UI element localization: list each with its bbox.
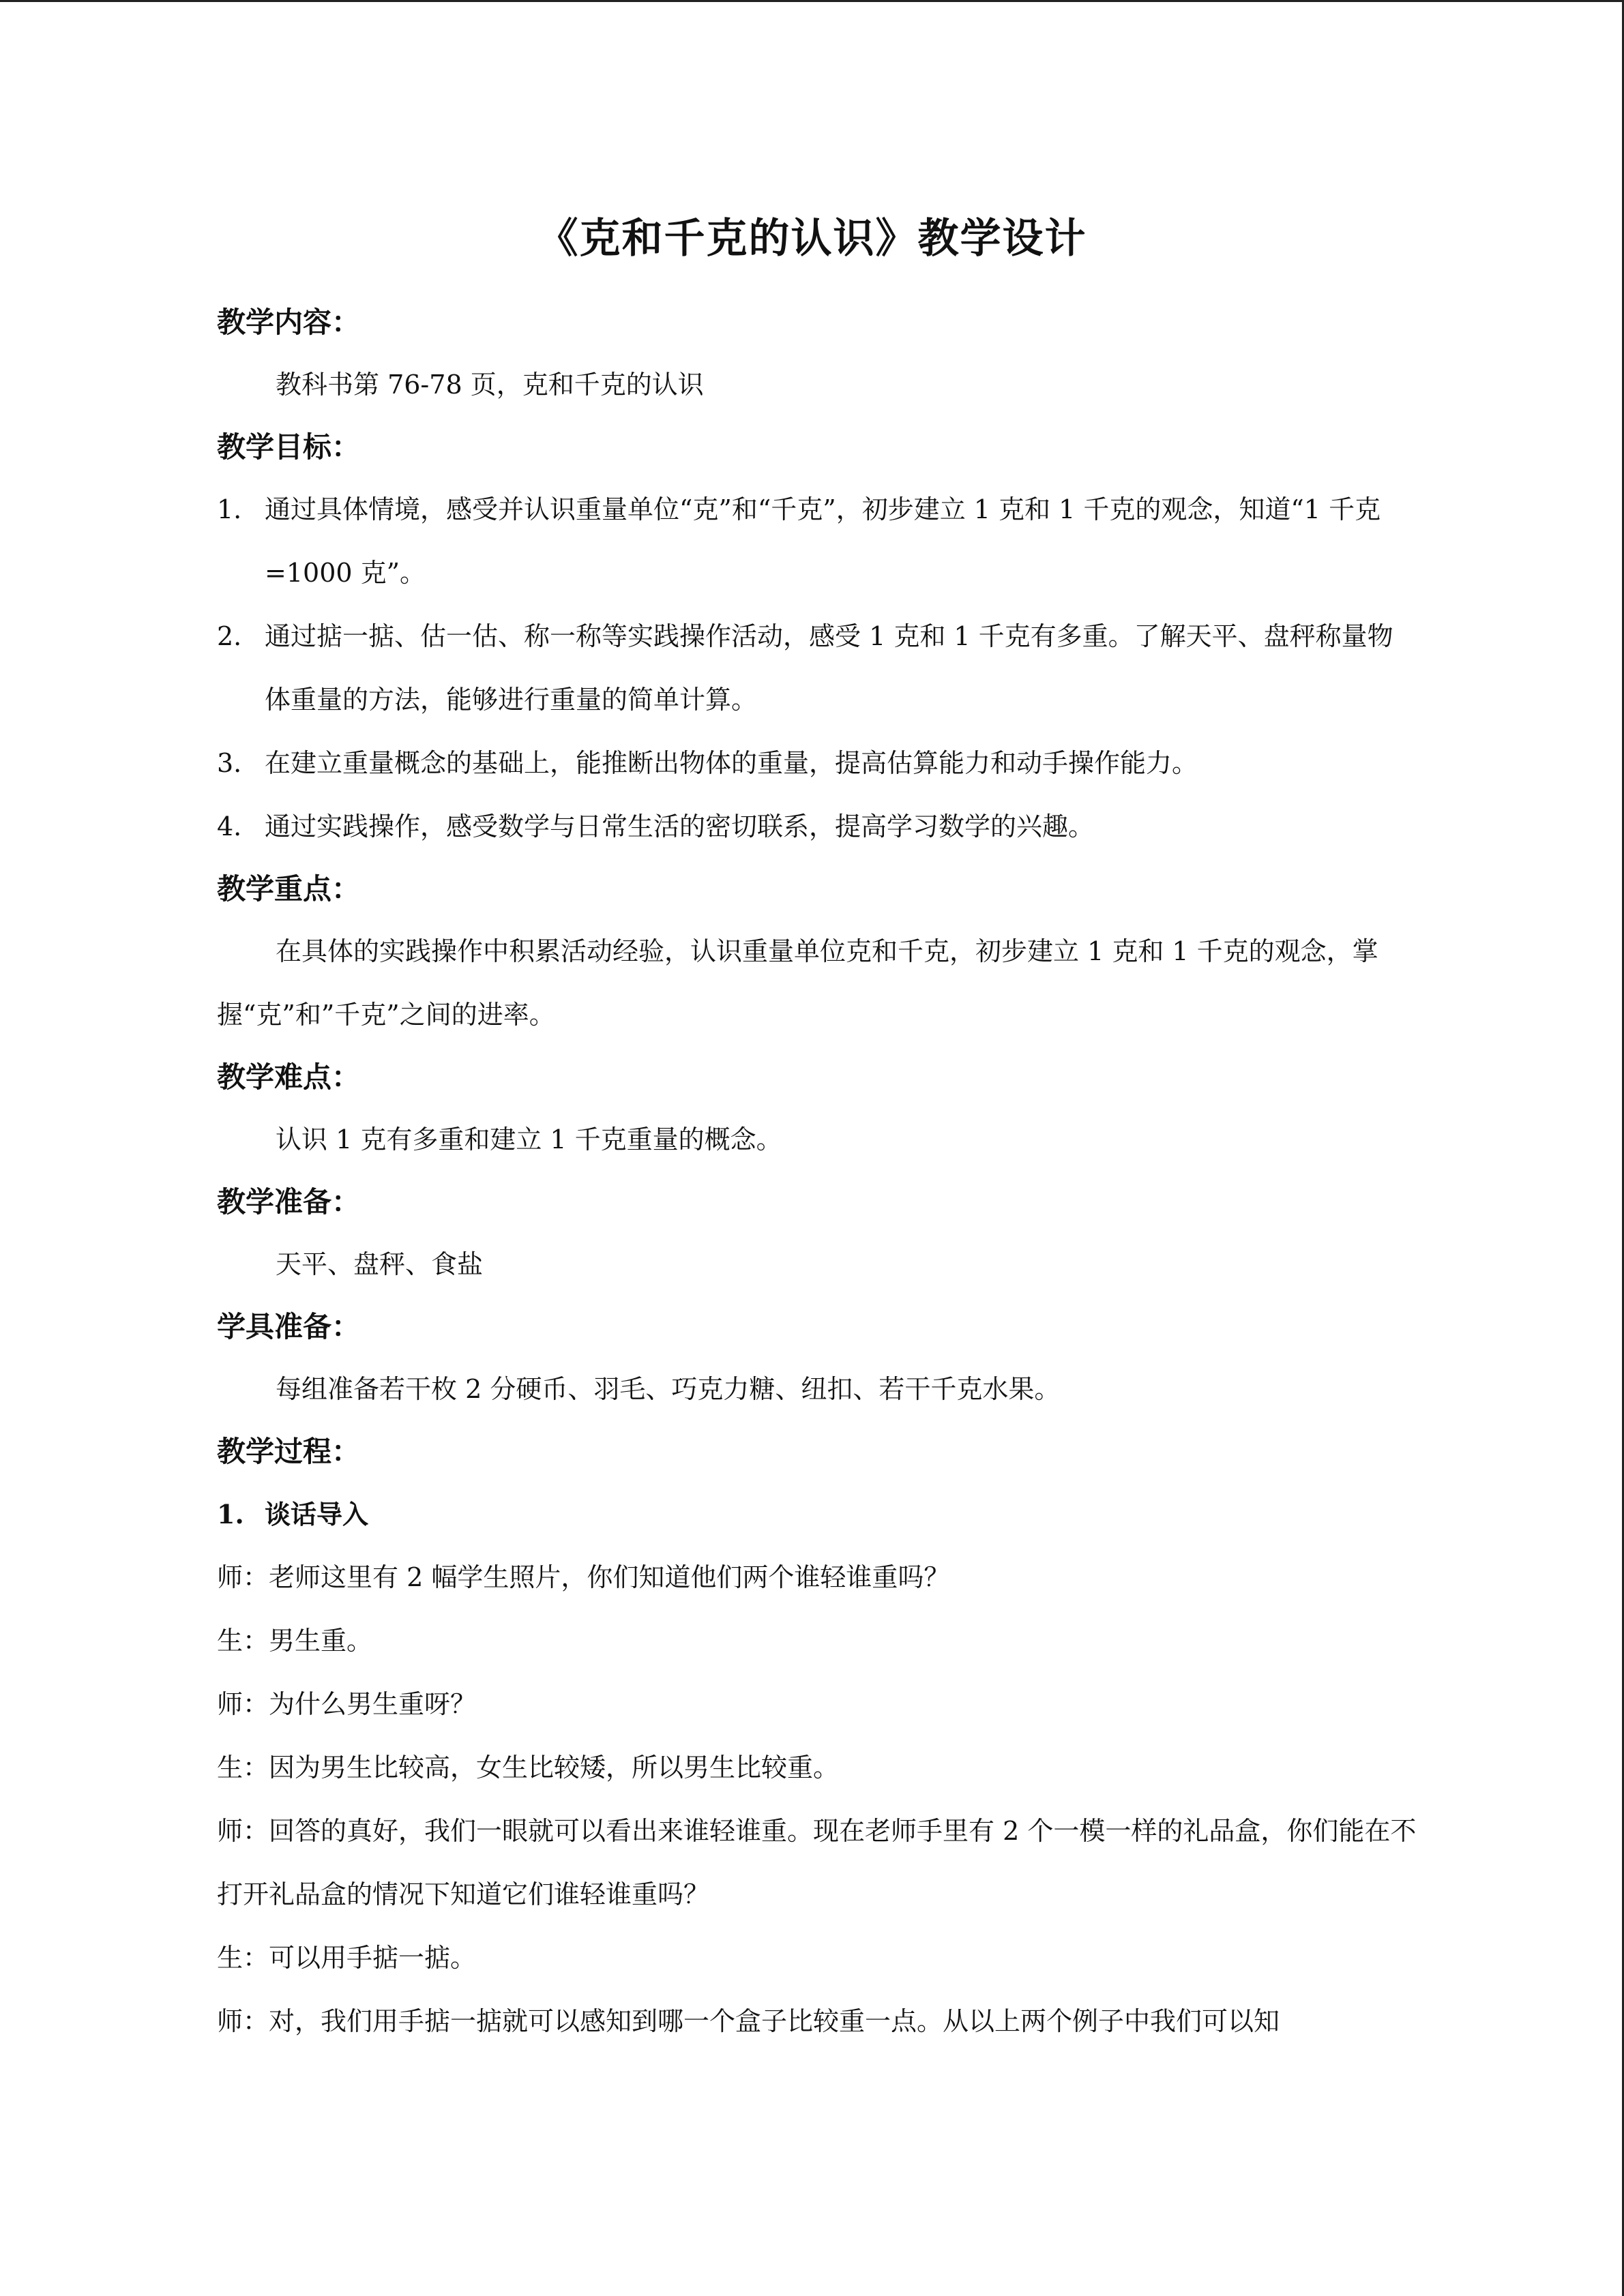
process-step-label: 谈话导入 bbox=[265, 1499, 369, 1530]
goal-text: 通过实践操作，感受数学与日常生活的密切联系，提高学习数学的兴趣。 bbox=[265, 811, 1095, 841]
goal-number: 2. bbox=[217, 621, 242, 651]
content-text: 教科书第 76-78 页，克和千克的认识 bbox=[276, 370, 704, 400]
goal-number: 4. bbox=[217, 811, 242, 841]
document-body bbox=[217, 292, 1417, 2053]
goal-number: 3. bbox=[217, 748, 242, 778]
process-step-heading bbox=[217, 1482, 1417, 1546]
section-heading-goals: 教学目标： bbox=[217, 430, 361, 464]
goal-text: 通过具体情境，感受并认识重量单位“克”和“千克”，初步建立 1 克和 1 千克的观念，知道“1 千克=1000 克”。 bbox=[265, 494, 1381, 588]
section-heading-difficulties: 教学难点： bbox=[217, 1060, 361, 1094]
dialogue-line: 师：对，我们用手掂一掂就可以感知到哪一个盒子比较重一点。从以上两个例子中我们可以知 bbox=[217, 2006, 1280, 2036]
section-heading-student-prep: 学具准备： bbox=[217, 1310, 361, 1343]
dialogue-line: 师：为什么男生重呀？ bbox=[217, 1689, 477, 1719]
goal-item bbox=[217, 605, 1417, 732]
dialogue-line: 生：男生重。 bbox=[217, 1626, 373, 1656]
dialogue-line: 生：因为男生比较高，女生比较矮，所以男生比较重。 bbox=[217, 1753, 840, 1783]
goal-text: 通过掂一掂、估一估、称一称等实践操作活动，感受 1 克和 1 千克有多重。了解天平、盘秤称量物体重量的方法，能够进行重量的简单计算。 bbox=[265, 621, 1393, 715]
goal-text: 在建立重量概念的基础上，能推断出物体的重量，提高估算能力和动手操作能力。 bbox=[265, 748, 1198, 778]
difficulties-text: 认识 1 克有多重和建立 1 千克重量的概念。 bbox=[276, 1124, 782, 1154]
section-heading-content: 教学内容： bbox=[217, 305, 361, 339]
document-title: 《克和千克的认识》教学设计 bbox=[537, 215, 1087, 263]
goal-item bbox=[217, 732, 1417, 795]
section-heading-key-points: 教学重点： bbox=[217, 872, 361, 906]
teacher-prep-text: 天平、盘秤、食盐 bbox=[276, 1249, 484, 1279]
section-heading-process: 教学过程： bbox=[217, 1435, 361, 1468]
key-points-text: 在具体的实践操作中积累活动经验，认识重量单位克和千克，初步建立 1 克和 1 千克的观念，掌握“克”和”千克”之间的进率。 bbox=[217, 936, 1378, 1030]
section-heading-teacher-prep: 教学准备： bbox=[217, 1185, 361, 1219]
goal-item bbox=[217, 478, 1417, 605]
process-step-number: 1. bbox=[217, 1499, 244, 1530]
dialogue-line: 师：老师这里有 2 幅学生照片，你们知道他们两个谁轻谁重吗？ bbox=[217, 1562, 950, 1592]
dialogue-line: 师：回答的真好，我们一眼就可以看出来谁轻谁重。现在老师手里有 2 个一模一样的礼品盒，你们能在不打开礼品盒的情况下知道它们谁轻谁重吗？ bbox=[217, 1816, 1417, 1909]
dialogue-line: 生：可以用手掂一掂。 bbox=[217, 1943, 477, 1973]
goal-number: 1. bbox=[217, 494, 242, 524]
goal-item bbox=[217, 795, 1417, 859]
student-prep-text: 每组准备若干枚 2 分硬币、羽毛、巧克力糖、纽扣、若干千克水果。 bbox=[276, 1374, 1061, 1404]
